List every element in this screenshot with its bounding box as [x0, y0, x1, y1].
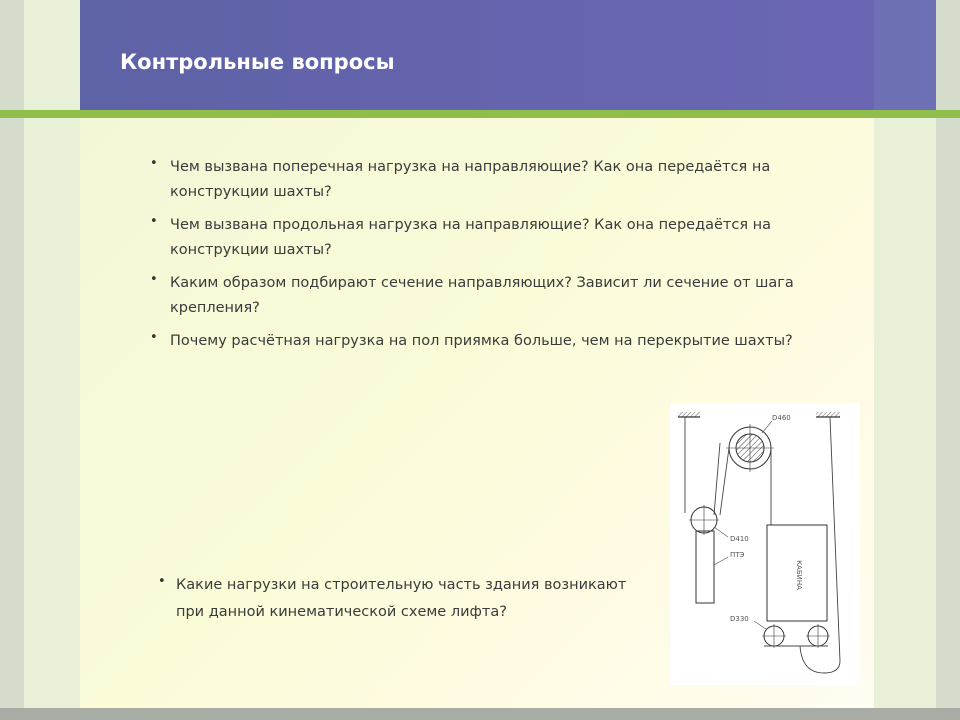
question-text: Почему расчётная нагрузка на пол приямка больше, чем на перекрытие шахты?: [170, 333, 793, 349]
header-right-block: [874, 0, 936, 110]
label-counterweight: ПТЭ: [730, 551, 745, 559]
question-list: [150, 155, 840, 362]
left-stripe: [24, 0, 80, 720]
rope-right: [830, 417, 840, 661]
drive-sheave-icon: [726, 424, 774, 472]
question-text: Чем вызвана поперечная нагрузка на направляющие? Как она передаётся на конструкции шахты?: [170, 159, 771, 200]
rope-loop: [800, 646, 840, 673]
leader-line: [714, 557, 728, 565]
question-text: Каким образом подбирают сечение направляющих? Зависит ли сечение от шага крепления?: [170, 275, 794, 316]
label-d460: D460: [772, 414, 791, 422]
bottom-question: [158, 572, 646, 626]
rope-sheave-left: [720, 448, 729, 515]
leader-line: [754, 621, 766, 629]
rope-left-inner: [714, 443, 720, 515]
bottom-bar: [0, 708, 960, 720]
leader-line: [714, 527, 728, 537]
bullet-icon: •: [150, 156, 158, 171]
elevator-kinematic-diagram: [670, 403, 860, 685]
label-cabin: КАБИНА: [795, 560, 803, 590]
question-item: [150, 213, 840, 263]
question-text: Чем вызвана продольная нагрузка на направляющие? Как она передаётся на конструкции шахты?: [170, 217, 772, 258]
label-d410: D410: [730, 535, 749, 543]
pulley-icon: [806, 624, 830, 648]
bullet-icon: •: [150, 330, 158, 345]
bottom-question-text: Какие нагрузки на строительную часть здания возникают при данной кинематической схеме лифта?: [176, 577, 627, 620]
counterweight: [696, 531, 714, 603]
slide-title: Контрольные вопросы: [120, 50, 395, 74]
question-item: [150, 329, 840, 354]
ceiling-anchor-icon: [678, 412, 700, 417]
bullet-icon: •: [150, 272, 158, 287]
diagram-svg: [670, 403, 860, 685]
question-item: [150, 271, 840, 321]
question-item: [150, 155, 840, 205]
leader-line: [762, 421, 772, 433]
pulley-icon: [762, 624, 786, 648]
bullet-icon: •: [158, 574, 166, 589]
accent-bar: [0, 110, 960, 118]
ceiling-anchor-icon: [816, 412, 840, 417]
bullet-icon: •: [150, 214, 158, 229]
label-d330: D330: [730, 615, 749, 623]
